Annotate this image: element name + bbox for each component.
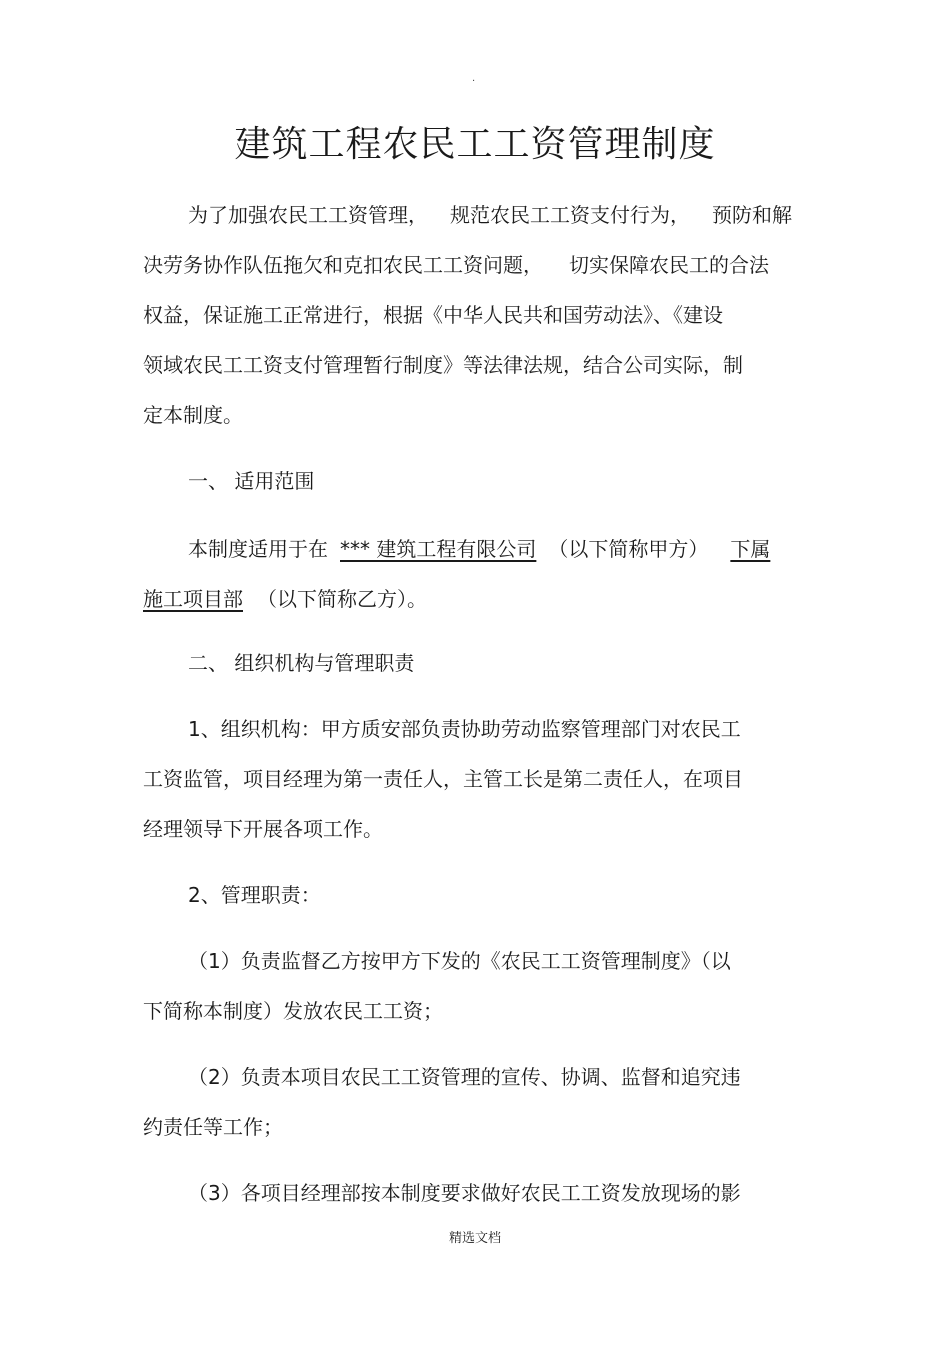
text-span: 决劳务协作队伍拖欠和克扣农民工工资问题， bbox=[143, 253, 543, 277]
section-1-heading: 一、 适用范围 bbox=[188, 469, 315, 493]
text-span: （以下简称甲方） bbox=[548, 537, 709, 561]
scope-line-2 bbox=[143, 586, 427, 612]
text-span: （以下简称乙方）。 bbox=[257, 587, 427, 611]
item-1-line-3: 经理领导下开展各项工作。 bbox=[143, 817, 383, 841]
intro-line-5: 定本制度。 bbox=[143, 403, 243, 427]
intro-line-4: 领域农民工工资支付管理暂行制度》等法律法规，结合公司实际，制 bbox=[143, 353, 743, 377]
sub-2-line-2: 约责任等工作； bbox=[143, 1115, 283, 1139]
text-span: 规范农民工工资支付行为， bbox=[450, 203, 690, 227]
item-1-line-1: 1、组织机构：甲方质安部负责协助劳动监察管理部门对农民工 bbox=[188, 717, 741, 741]
text-span: 本制度适用于在 bbox=[188, 537, 328, 561]
text-span: 为了加强农民工工资管理， bbox=[188, 203, 428, 227]
header-mark: . bbox=[472, 73, 476, 84]
scope-line-1 bbox=[188, 536, 770, 562]
text-span: 预防和解 bbox=[712, 203, 792, 227]
item-2-heading: 2、管理职责： bbox=[188, 883, 321, 907]
company-name: *** 建筑工程有限公司 bbox=[340, 537, 537, 561]
document-title: 建筑工程农民工工资管理制度 bbox=[234, 124, 716, 165]
text-span: 施工项目部 bbox=[143, 587, 243, 611]
section-2-heading: 二、 组织机构与管理职责 bbox=[188, 651, 415, 675]
sub-2-line-1: （2）负责本项目农民工工资管理的宣传、协调、监督和追究违 bbox=[188, 1065, 741, 1089]
intro-line-2 bbox=[143, 252, 769, 278]
intro-line-1 bbox=[188, 202, 792, 228]
sub-1-line-1: （1）负责监督乙方按甲方下发的《农民工工资管理制度》（以 bbox=[188, 949, 731, 973]
sub-1-line-2: 下简称本制度）发放农民工工资； bbox=[143, 999, 443, 1023]
intro-line-3: 权益，保证施工正常进行，根据《中华人民共和国劳动法》、《建设 bbox=[143, 303, 723, 327]
text-span: 下属 bbox=[730, 537, 771, 561]
sub-3-line-1: （3）各项目经理部按本制度要求做好农民工工资发放现场的影 bbox=[188, 1181, 741, 1205]
text-span: 切实保障农民工的合法 bbox=[569, 253, 769, 277]
item-1-line-2: 工资监管，项目经理为第一责任人，主管工长是第二责任人，在项目 bbox=[143, 767, 743, 791]
page-footer: 精选文档 bbox=[448, 1231, 501, 1246]
